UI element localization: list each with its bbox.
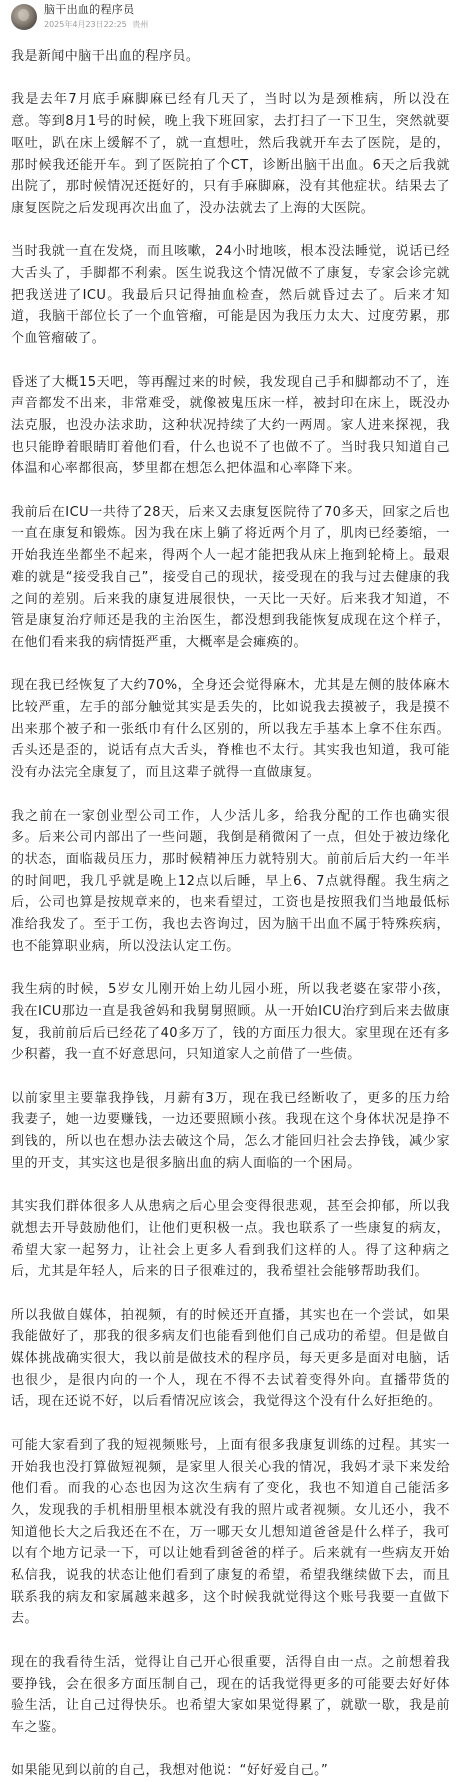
post-date: 2025年4月23日22:25 [44, 20, 127, 29]
paragraph: 可能大家看到了我的短视频账号，上面有很多我康复训练的过程。其实一开始我也没打算做短视频，是家里人很关心我的情况，我妈才录下来发给他们看。而我的心态也因为这次生病有了变化，我也不知道自己能活多久，发现我的手机相册里根本就没有我的照片或者视频。女儿还小，我不知道他长大之后我还在不在，万一哪天女儿想知道爸爸是什么样子，我可以有个地方记录一下，可以让她看到爸爸的样子。后来就有一些病友开始私信我，说我的状态让他们看到了康复的希望，希望我继续做下去，而且联系我的病友和家属越来越多，这个时候我就觉得这个账号我要一直做下去。 [11, 1437, 450, 1627]
paragraph: 我生病的时候，5岁女儿刚开始上幼儿园小班，所以我老婆在家带小孩，我在ICU那边一直是我爸妈和我舅舅照顾。从一开始ICU治疗到后来去做康复，我前前后后已经花了40多万了，钱的方面压力很大。家里现在还有多少积蓄，我一直不好意思问，只知道家人之前借了一些债。 [11, 982, 450, 1063]
paragraph: 昏迷了大概15天吧，等再醒过来的时候，我发现自己手和脚都动不了，连声音都发不出来，非常难受，就像被鬼压床一样，被封印在床上，既没办法克服，也没办法求助，这种状况持续了大约一两周。家人进来探视，我也只能睁着眼睛盯着他们看，什么也说不了也做不了。当时我只知道自己体温和心率都很高，梦里都在想怎么把体温和心率降下来。 [11, 374, 450, 477]
paragraph: 现在的我看待生活，觉得让自己开心很重要，活得自由一点。之前想着我要挣钱，会在很多方面压制自己，现在的话我觉得更多的可能要去好好体验生活，让自己过得快乐。也希望大家如果觉得累了，就歇一歇，我是前车之鉴。 [11, 1654, 450, 1735]
post-location: 贵州 [132, 20, 149, 29]
paragraph: 所以我做自媒体，拍视频，有的时候还开直播，其实也在一个尝试，如果我能做好了，那我的很多病友们也能看到他们自己成功的希望。但是做自媒体挑战确实很大，我以前是做技术的程序员，每天更多是面对电脑，话也很少，是很内向的一个人，现在不得不去试着变得外向。直播带货的话，现在还说不好，以后看情况应该会，我觉得这个没有什么好拒绝的。 [11, 1307, 450, 1410]
post-meta [44, 19, 151, 31]
paragraph: 我前后在ICU一共待了28天，后来又去康复医院待了70多天，回家之后也一直在康复和锻炼。因为我在床上躺了将近两个月了，肌肉已经萎缩，一开始我连坐都坐不起来，得两个人一起才能把我从床上拖到轮椅上。最艰难的就是“接受我自己”，接受自己的现状，接受现在的我与过去健康的我之间的差别。后来我的康复进展很快，一天比一天好。后来我才知道，不管是康复治疗师还是我的主治医生，都没想到我能恢复成现在这个样子，在他们看来我的病情挺严重，大概率是会瘫痪的。 [11, 504, 450, 650]
paragraph: 我是新闻中脑干出血的程序员。 [11, 49, 200, 64]
paragraph: 如果能见到以前的自己，我想对他说：“好好爱自己。” [11, 1763, 329, 1779]
avatar-face [18, 9, 29, 21]
author-header [11, 2, 450, 46]
article-body [11, 46, 450, 1782]
paragraph: 当时我就一直在发烧，而且咳嗽，24小时地咳，根本没法睡觉，说话已经大舌头了，手脚都不利索。医生说我这个情况做不了康复，专家会诊完就把我送进了ICU。我最后只记得抽血检查，然后就昏过去了。后来才知道，我脑干部位长了一个血管瘤，可能是因为我压力太大、过度劳累，那个血管瘤破了。 [11, 244, 450, 347]
avatar[interactable] [11, 4, 37, 30]
paragraph: 我是去年7月底手麻脚麻已经有几天了，当时以为是颈椎病，所以没在意。等到8月1号的时候，晚上我下班回家，去打扫了一下卫生，突然就要呕吐，趴在床上缓解不了，就一直想吐，然后我就开车去了医院，是的，那时候我还能开车。到了医院拍了个CT，诊断出脑干出血。6天之后我就出院了，那时候情况还挺好的，只有手麻脚麻，没有其他症状。结果去了康复医院之后发现再次出血了，没办法就去了上海的大医院。 [11, 92, 450, 216]
paragraph: 以前家里主要靠我挣钱，月薪有3万，现在我已经断收了，更多的压力给我妻子，她一边要赚钱，一边还要照顾小孩。我现在这个身体状况是挣不到钱的，所以也在想办法去破这个局，怎么才能回归社会去挣钱，减少家里的开支，其实这也是很多脑出血的病人面临的一个困局。 [11, 1090, 450, 1171]
paragraph: 我之前在一家创业型公司工作，人少活儿多，给我分配的工作也确实很多。后来公司内部出了一些问题，我倒是稍微闲了一点，但处于被边缘化的状态，面临裁员压力，那时候精神压力就特别大。前前后后大约一年半的时间吧，我几乎就是晚上12点以后睡，早上6、7点就得醒。我生病之后，公司也算是按规章来的，也来看望过，工资也是按照我们当地最低标准给我发了。至于工伤，我也去咨询过，因为脑干出血不属于特殊疾病，也不能算职业病，所以没法认定工伤。 [11, 808, 450, 954]
author-name[interactable]: 脑干出血的程序员 [44, 3, 135, 16]
watermark-icon [412, 1478, 434, 1496]
paragraph: 现在我已经恢复了大约70%，全身还会觉得麻木，尤其是左侧的肢体麻木比较严重，左手的部分触觉其实是丢失的，比如说我去摸被子，我是摸不出来那个被子和一张纸巾有什么区别的，所以我左手基本上拿不住东西。舌头还是歪的，说话有点大舌头，脊椎也不太行。其实我也知道，我可能没有办法完全康复了，而且这辈子就得一直做康复。 [11, 678, 450, 781]
paragraph: 其实我们群体很多人从患病之后心里会变得很悲观，甚至会抑郁，所以我就想去开导鼓励他们，让他们更积极一点。我也联系了一些康复的病友，希望大家一起努力，让社会上更多人看到我们这样的人。得了这种病之后，尤其是年轻人，后来的日子很难过的，我希望社会能够帮助我们。 [11, 1199, 450, 1280]
